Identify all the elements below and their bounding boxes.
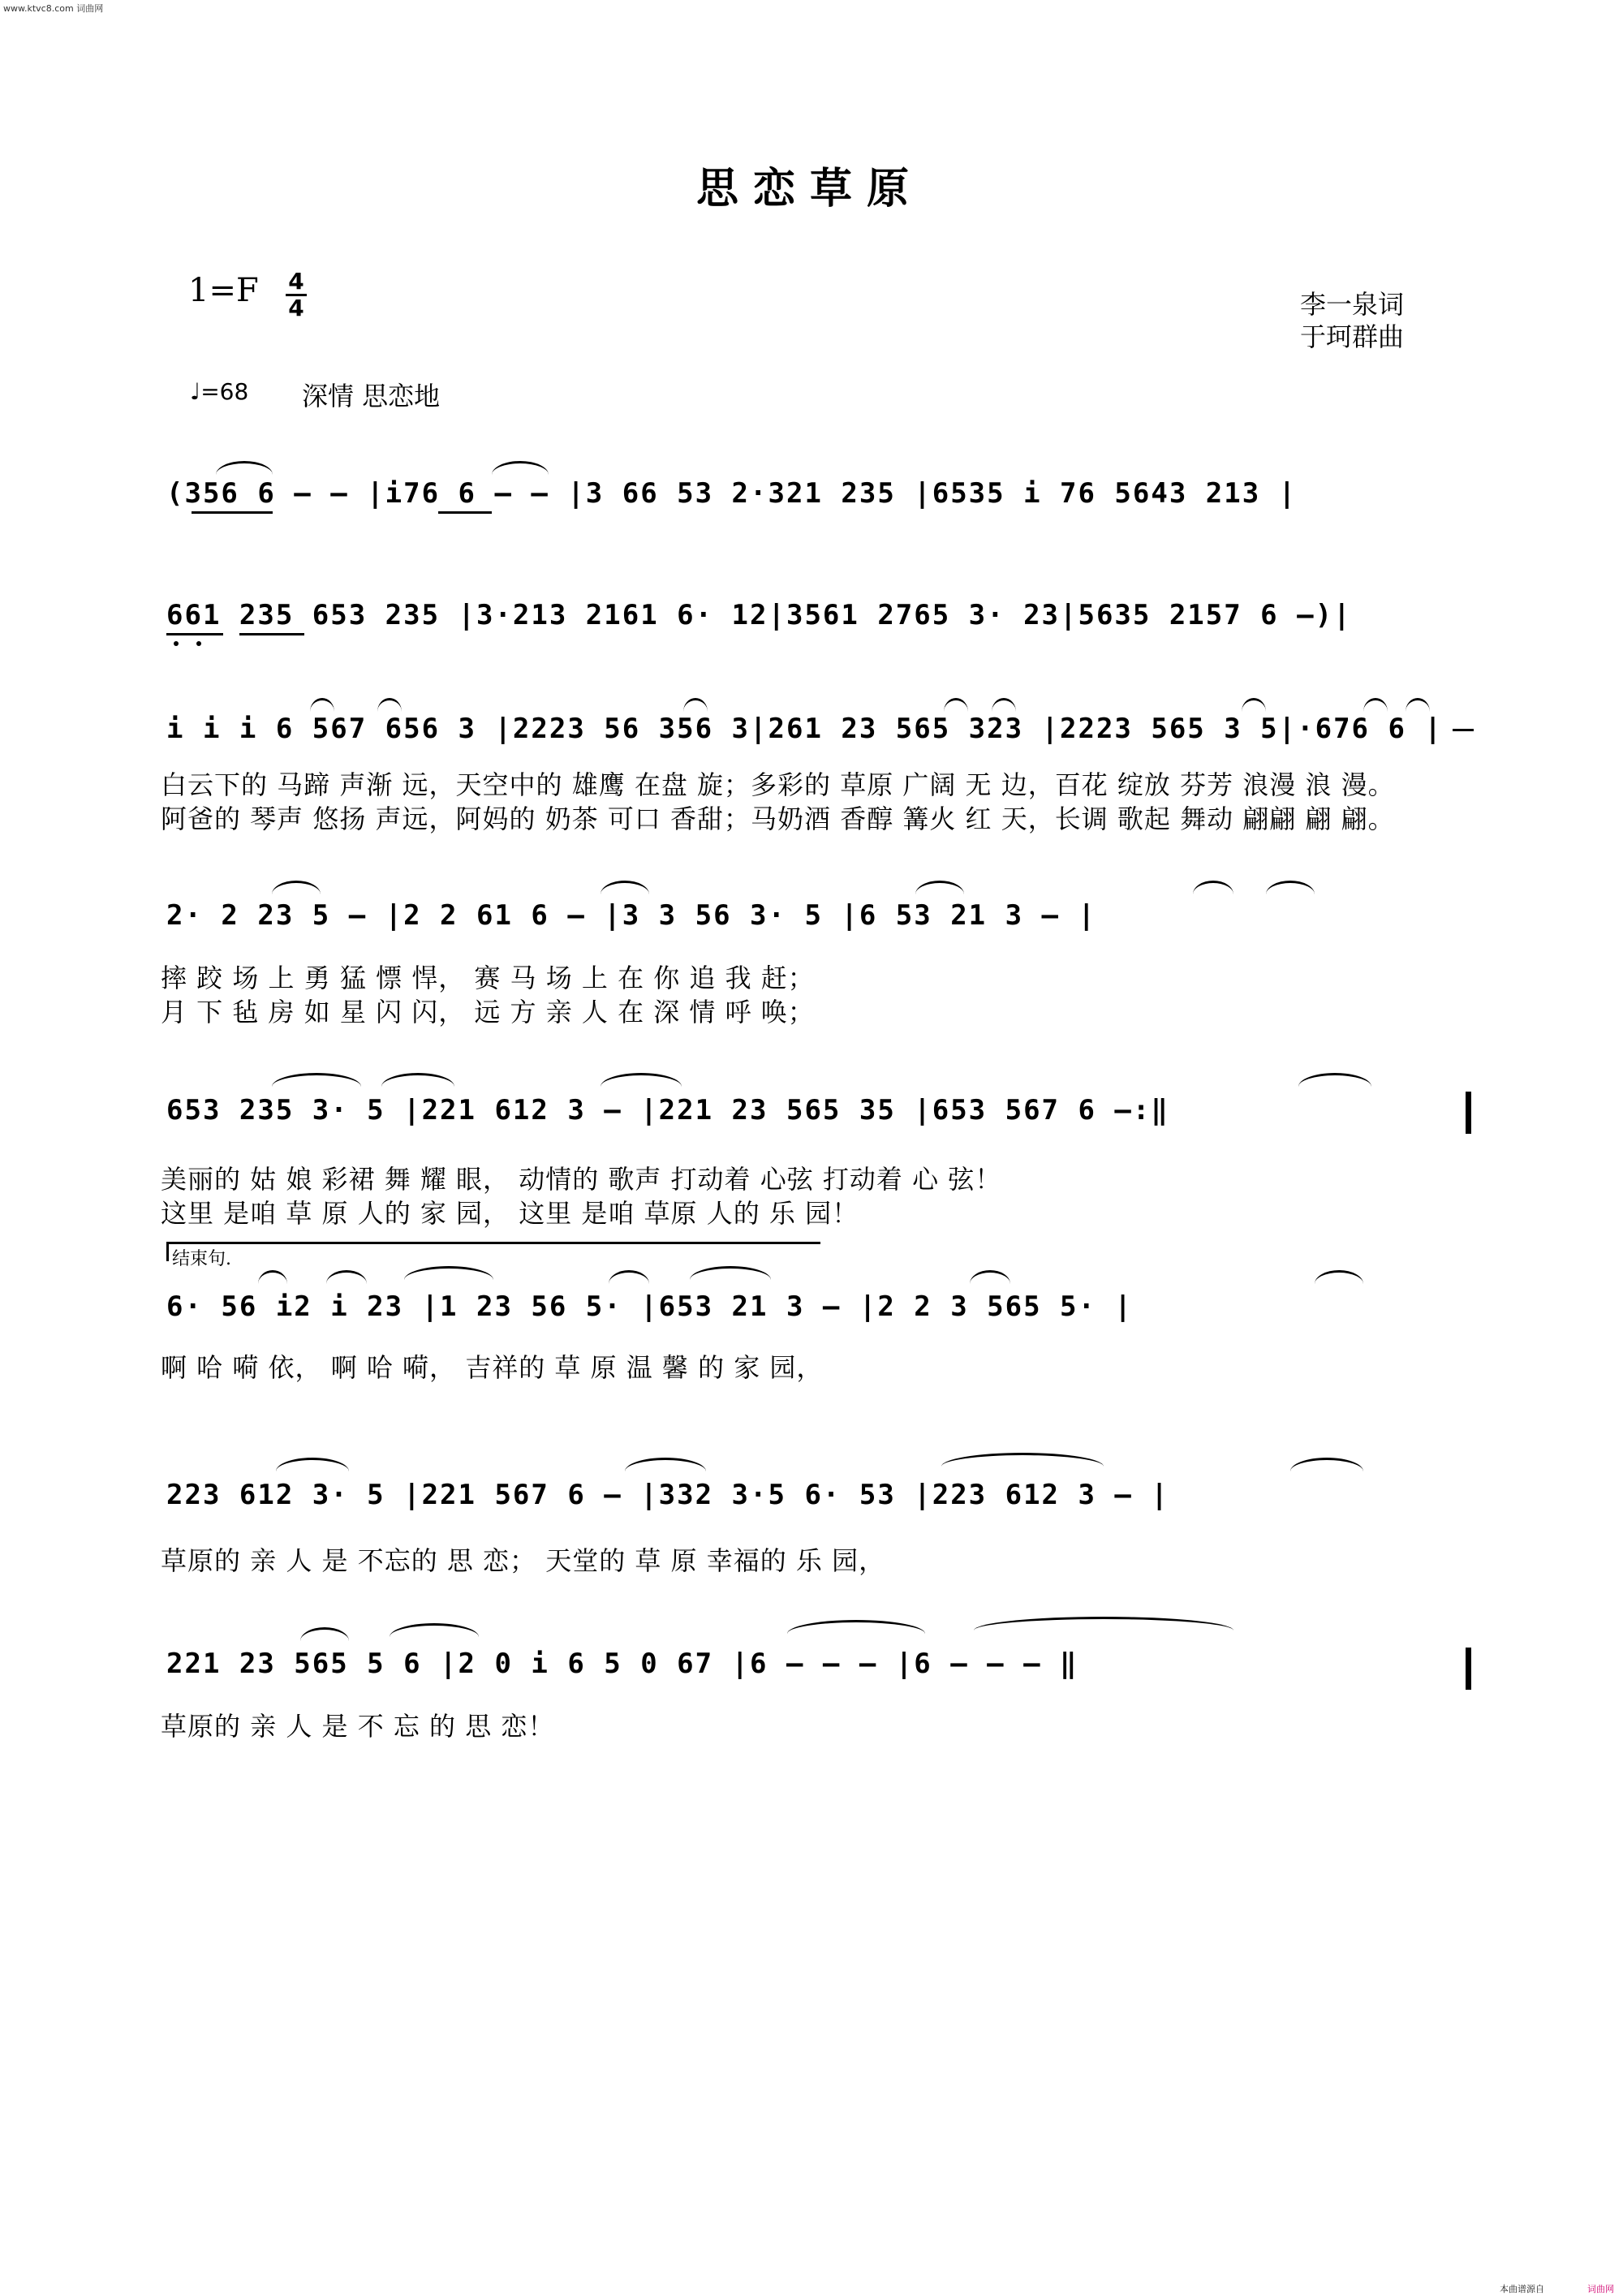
system-3-lyrics-verse1: 白云下的 马蹄 声渐 远，天空中的 雄鹰 在盘 旋；多彩的 草原 广阔 无 边，百花 绽放 芬芳 浪漫 浪 漫。 (161, 769, 1395, 800)
slur (1290, 1458, 1363, 1471)
low-octave-dot (196, 641, 201, 646)
slur (601, 1073, 682, 1087)
repeat-end-barline (1466, 1092, 1471, 1134)
slur (1298, 1073, 1371, 1087)
slur (609, 1270, 649, 1284)
system-2-notes: 661 235 653 235 |3·213 2161 6· 12|3561 2765 3· 23|5635 2157 6 –)| (166, 599, 1352, 631)
slur (601, 881, 649, 894)
system-8-lyrics: 草原的 亲 人 是 不 忘 的 思 恋！ (161, 1711, 555, 1742)
slur (377, 698, 402, 712)
slur (300, 1627, 349, 1641)
slur (390, 1623, 479, 1637)
lyricist-credit: 李一泉词 (1300, 289, 1405, 320)
system-8-notes: 221 23 565 5 6 |2 0 i 6 5 0 67 |6 – – – |6 – – – ‖ (166, 1648, 1078, 1680)
system-4-notes: 2· 2 23 5 – |2 2 61 6 – |3 3 56 3· 5 |6 53 21 3 – | (166, 899, 1096, 932)
underline-beam (166, 633, 223, 635)
slur (276, 1458, 349, 1471)
tempo-marking: ♩=68 (190, 378, 249, 405)
system-5-lyrics-verse1: 美丽的 姑 娘 彩裙 舞 耀 眼， 动情的 歌声 打动着 心弦 打动着 心 弦！ (161, 1164, 1002, 1195)
slur (404, 1266, 493, 1280)
system-4-lyrics-verse2: 月 下 毡 房 如 星 闪 闪， 远 方 亲 人 在 深 情 呼 唤； (161, 997, 815, 1027)
ending-bracket-line (166, 1242, 820, 1244)
system-5-lyrics-verse2: 这里 是咱 草 原 人的 家 园， 这里 是咱 草原 人的 乐 园！ (161, 1198, 859, 1229)
slur (216, 461, 273, 475)
system-4-lyrics-verse1: 摔 跤 场 上 勇 猛 慓 悍， 赛 马 场 上 在 你 追 我 赶； (161, 963, 815, 993)
ending-bracket-hook (166, 1242, 169, 1261)
slur (690, 1266, 771, 1280)
slur (974, 1617, 1233, 1630)
slur (272, 881, 321, 894)
slur (970, 1270, 1010, 1284)
site-watermark-bottom: 本曲谱源自 (1500, 2284, 1544, 2294)
underline-beam (438, 511, 492, 514)
time-signature-bottom: 4 (288, 295, 304, 321)
slur (326, 1270, 367, 1284)
slur (915, 881, 964, 894)
system-3-lyrics-verse2: 阿爸的 琴声 悠扬 声远，阿妈的 奶茶 可口 香甜；马奶酒 香醇 篝火 红 天，长调 歌起 舞动 翩翩 翩 翩。 (161, 803, 1395, 834)
system-3-notes: i i i 6 567 656 3 |2223 56 356 3|261 23 565 323 |2223 565 3 5|·676 6 | (166, 713, 1443, 745)
expression-marking: 深情 思恋地 (302, 381, 441, 411)
song-title: 思恋草原 (696, 164, 924, 213)
slur (625, 1458, 706, 1471)
composer-credit: 于珂群曲 (1300, 321, 1405, 352)
slur (1242, 698, 1266, 712)
slur (310, 698, 334, 712)
system-7-lyrics: 草原的 亲 人 是 不忘的 思 恋； 天堂的 草 原 幸福的 乐 园， (161, 1545, 886, 1576)
system-1-notes: (356 6 – – |i76 6 – – |3 66 53 2·321 235 |6535 i 76 5643 213 | (166, 477, 1298, 510)
underline-beam (239, 633, 304, 635)
slur (1193, 881, 1233, 894)
slur (381, 1073, 454, 1087)
system-6-notes: 6· 56 i2 i 23 |1 23 56 5· |653 21 3 – |2 2 3 565 5· | (166, 1290, 1133, 1323)
slur (272, 1073, 361, 1087)
slur (1363, 698, 1388, 712)
slur (944, 698, 968, 712)
slur (258, 1270, 287, 1284)
final-barline (1466, 1648, 1471, 1690)
slur (941, 1453, 1104, 1467)
extension-line (1453, 729, 1474, 731)
system-6-lyrics: 啊 哈 嗬 依， 啊 哈 嗬， 吉祥的 草 原 温 馨 的 家 园， (161, 1352, 824, 1383)
slur (492, 461, 549, 475)
slur (683, 698, 708, 712)
system-7-notes: 223 612 3· 5 |221 567 6 – |332 3·5 6· 53 |223 612 3 – | (166, 1479, 1169, 1511)
time-signature (284, 269, 308, 321)
slur (1266, 881, 1315, 894)
slur (787, 1620, 925, 1634)
site-watermark-top: www.ktvc8.com 词曲网 (3, 3, 104, 14)
slur (992, 698, 1016, 712)
time-signature-top: 4 (288, 268, 304, 295)
slur (1406, 698, 1430, 712)
underline-beam (192, 511, 273, 514)
ending-bracket-label: 结束句. (172, 1249, 231, 1269)
system-5-notes: 653 235 3· 5 |221 612 3 – |221 23 565 35 |653 567 6 –:‖ (166, 1094, 1169, 1126)
slur (1315, 1270, 1363, 1284)
key-signature: 1=F (188, 272, 259, 309)
low-octave-dot (174, 641, 179, 646)
site-logo-bottom: 词曲网 (1587, 2284, 1614, 2294)
